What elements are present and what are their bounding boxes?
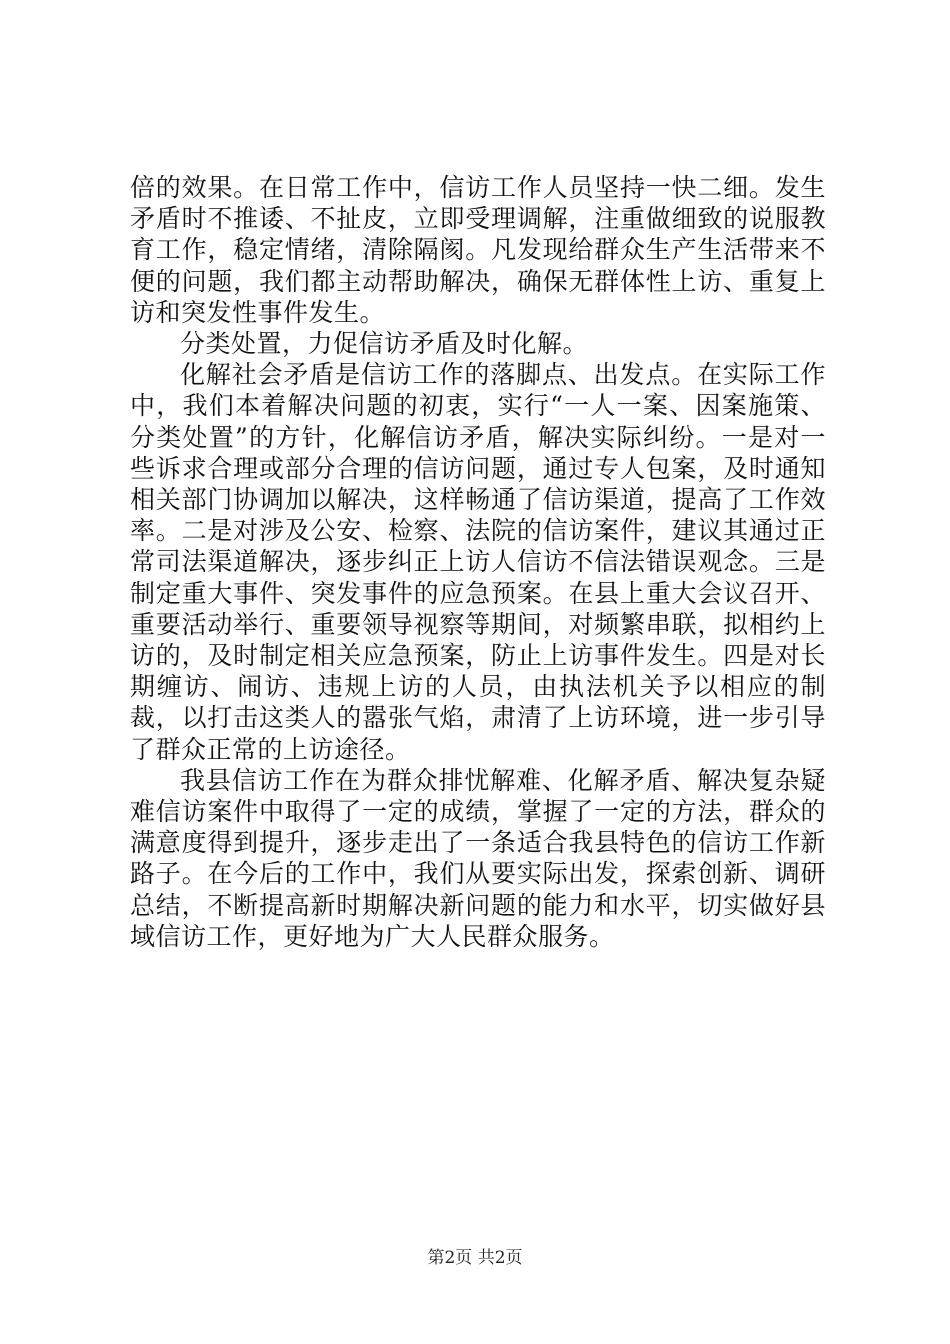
section-heading: 分类处置，力促信访矛盾及时化解。 bbox=[180, 329, 589, 359]
document-body bbox=[130, 172, 826, 952]
paragraph-continued: 倍的效果。在日常工作中，信访工作人员坚持一快二细。发生矛盾时不推诿、不扯皮，立即受理调解，注重做细致的说服教育工作，稳定情绪，清除隔阂。凡发现给群众生产生活带来不便的问题，我们都主动帮助解决，确保无群体性上访、重复上访和突发性事件发生。 bbox=[130, 173, 826, 327]
paragraph: 化解社会矛盾是信访工作的落脚点、出发点。在实际工作中，我们本着解决问题的初衷，实行“一人一案、因案施策、分类处置”的方针，化解信访矛盾，解决实际纠纷。一是对一些诉求合理或部分合理的信访问题，通过专人包案，及时通知相关部门协调加以解决，这样畅通了信访渠道，提高了工作效率。二是对涉及公安、检察、法院的信访案件，建议其通过正常司法渠道解决，逐步纠正上访人信访不信法错误观念。三是制定重大事件、突发事件的应急预案。在县上重大会议召开、重要活动举行、重要领导视察等期间，对频繁串联，拟相约上访的，及时制定相关应急预案，防止上访事件发生。四是对长期缠访、闹访、违规上访的人员，由执法机关予以相应的制裁，以打击这类人的嚣张气焰，肃清了上访环境，进一步引导了群众正常的上访途径。 bbox=[130, 360, 826, 764]
paragraph: 我县信访工作在为群众排忧解难、化解矛盾、解决复杂疑难信访案件中取得了一定的成绩，掌握了一定的方法，群众的满意度得到提升，逐步走出了一条适合我县特色的信访工作新路子。在今后的工作中，我们从要实际出发，探索创新、调研总结，不断提高新时期解决新问题的能力和水平，切实做好县域信访工作，更好地为广大人民群众服务。 bbox=[130, 765, 826, 951]
page-footer: 第2页 共2页 bbox=[427, 1248, 523, 1268]
